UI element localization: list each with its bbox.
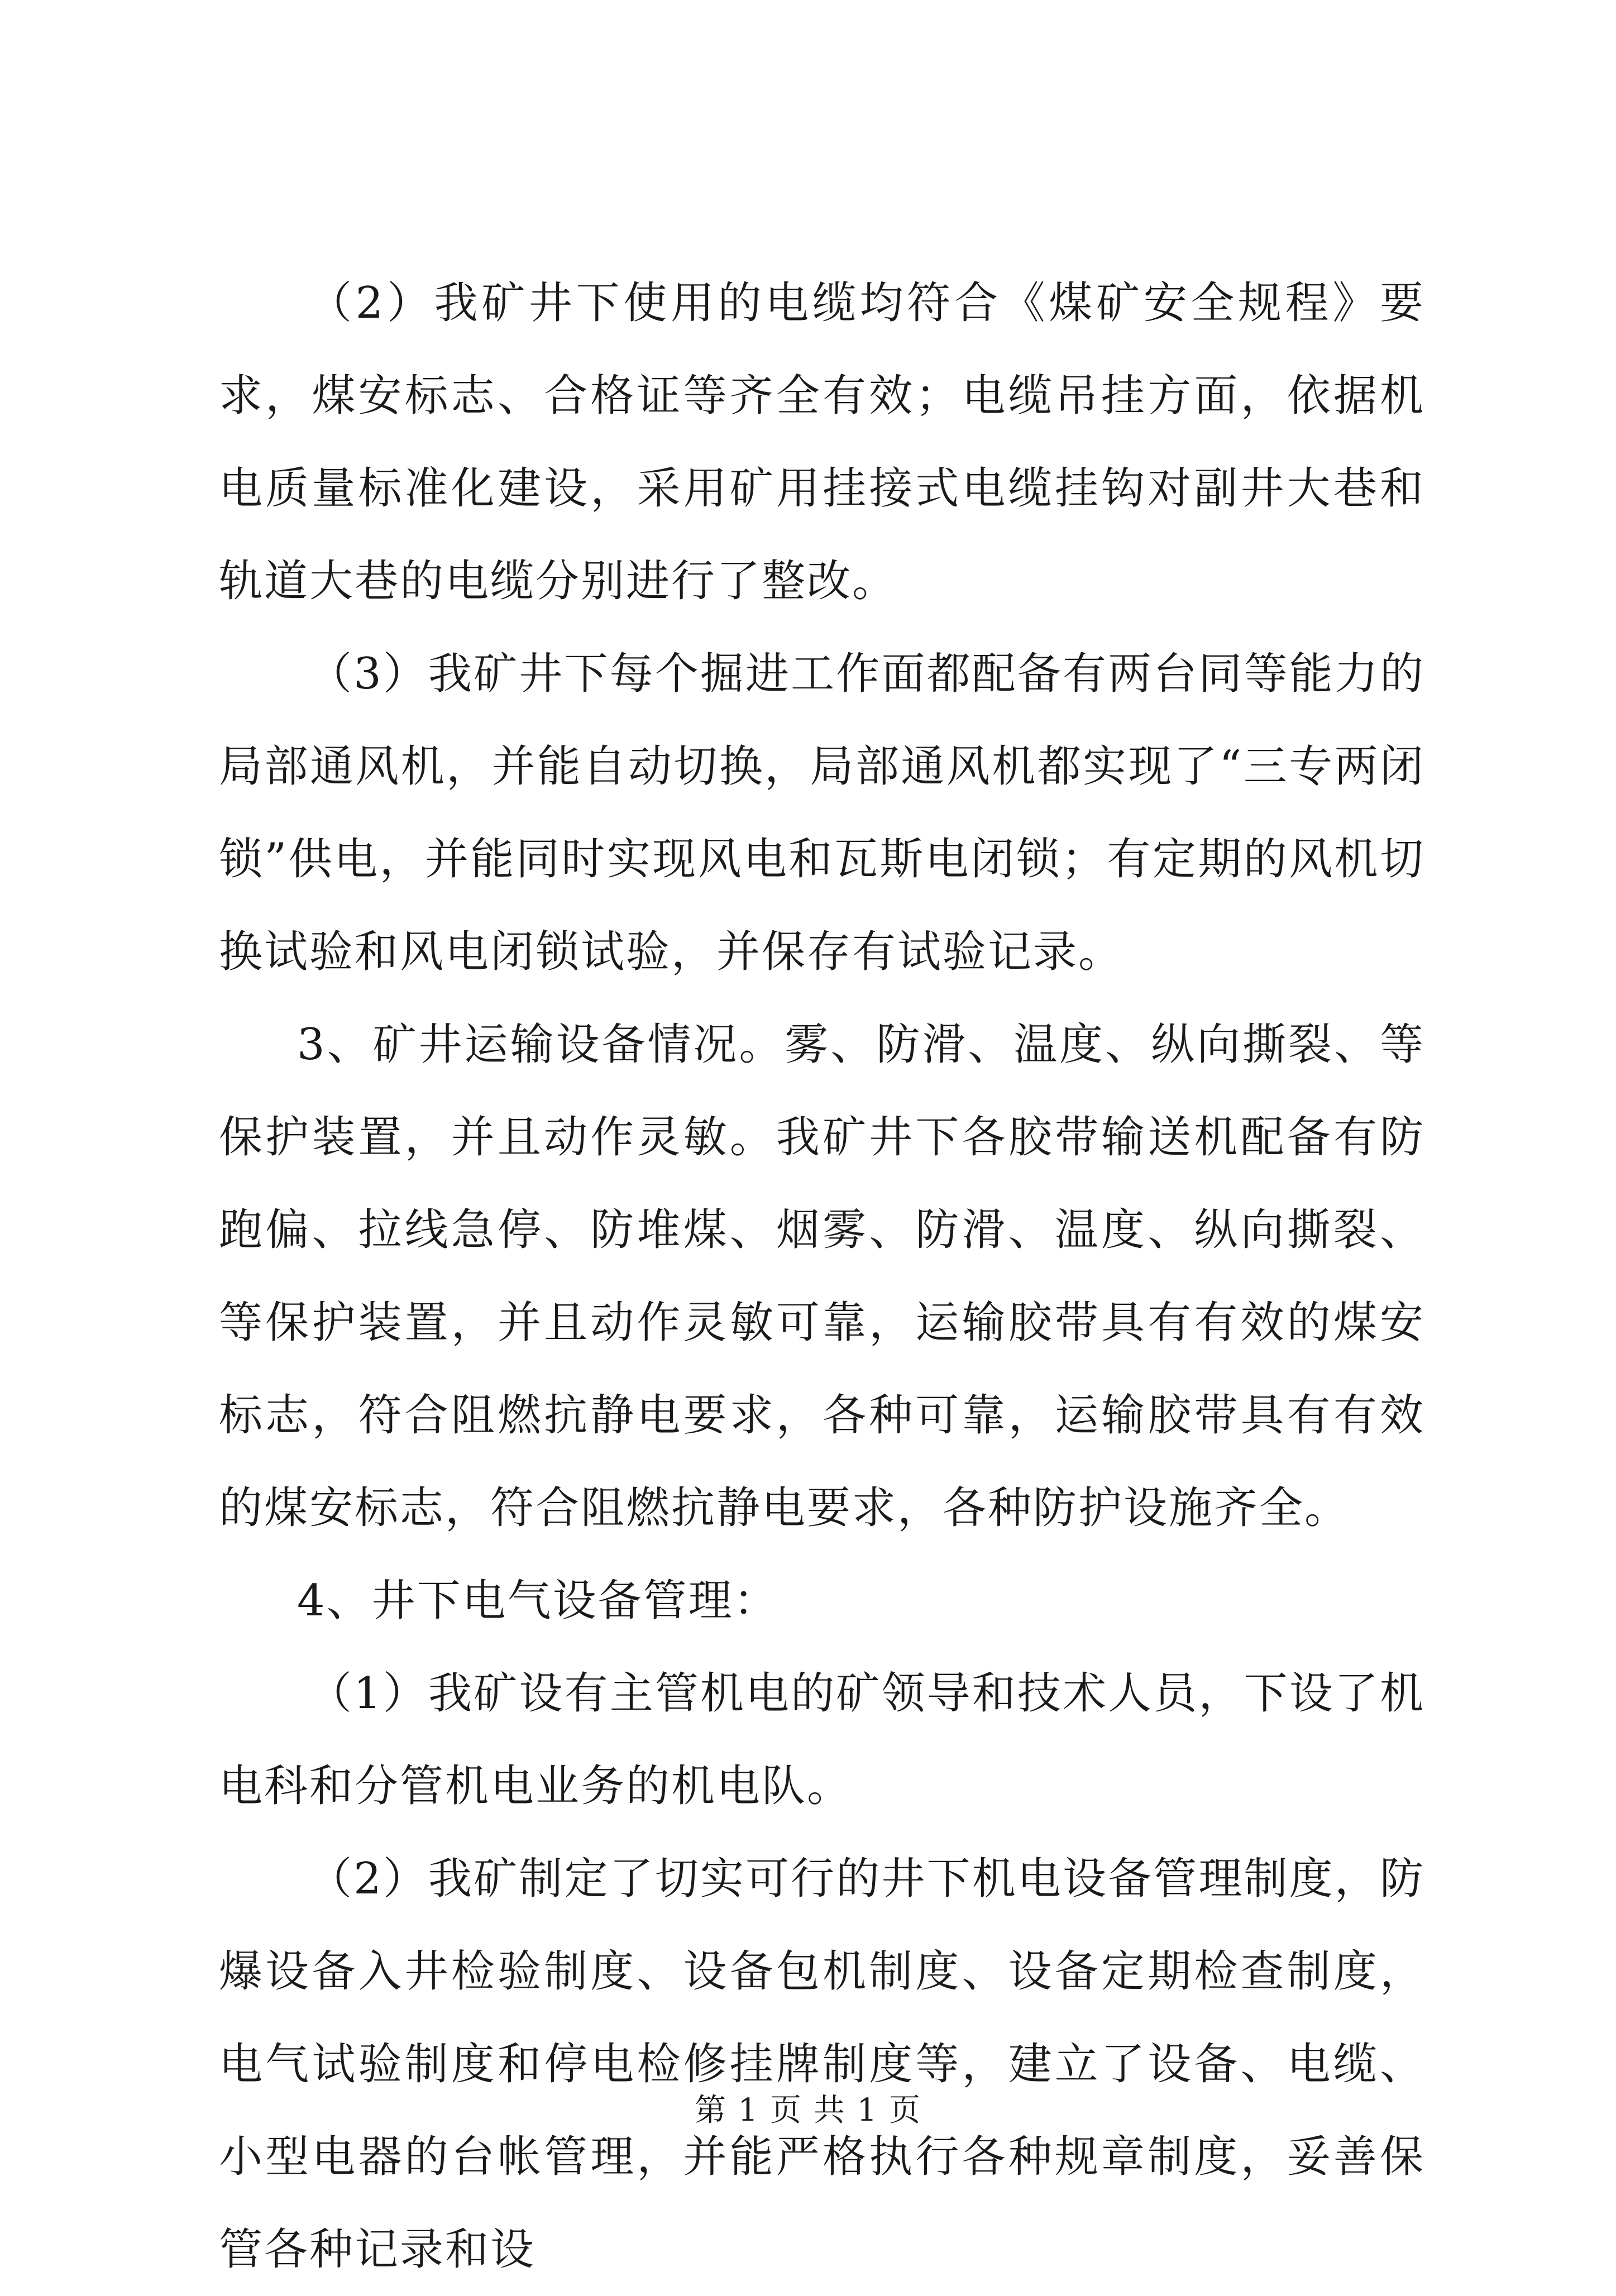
page-footer: 第 1 页 共 1 页 <box>694 2092 922 2128</box>
paragraph-electrical-management-heading: 4、井下电气设备管理： <box>297 1576 779 1626</box>
paragraph-cable-compliance: （2）我矿井下使用的电缆均符合《煤矿安全规程》要求，煤安标志、合格证等齐全有效；电缆吊挂方面，依据机电质量标准化建设，采用矿用挂接式电缆挂钩对副井大巷和轨道大巷的电缆分别进行了整改。 <box>219 278 1425 606</box>
document-body <box>219 257 1425 2296</box>
paragraph-management-rules: （2）我矿制定了切实可行的井下机电设备管理制度，防爆设备入井检验制度、设备包机制度、设备定期检查制度，电气试验制度和停电检修挂牌制度等，建立了设备、电缆、小型电器的台帐管理，并能严格执行各种规章制度，妥善保管各种记录和设 <box>219 1854 1425 2275</box>
paragraph-local-ventilation: （3）我矿井下每个掘进工作面都配备有两台同等能力的局部通风机，并能自动切换，局部通风机都实现了“三专两闭锁”供电，并能同时实现风电和瓦斯电闭锁；有定期的风机切换试验和风电闭锁试验，并保存有试验记录。 <box>219 649 1425 977</box>
paragraph-transport-equipment: 3、矿井运输设备情况。雾、防滑、温度、纵向撕裂、等保护装置，并且动作灵敏。我矿井下各胶带输送机配备有防跑偏、拉线急停、防堆煤、烟雾、防滑、温度、纵向撕裂、等保护装置，并且动作灵敏可靠，运输胶带具有有效的煤安标志，符合阻燃抗静电要求，各种可靠，运输胶带具有有效的煤安标志，符合阻燃抗静电要求，各种防护设施齐全。 <box>219 1020 1425 1533</box>
paragraph-management-staff: （1）我矿设有主管机电的矿领导和技术人员，下设了机电科和分管机电业务的机电队。 <box>219 1668 1425 1811</box>
